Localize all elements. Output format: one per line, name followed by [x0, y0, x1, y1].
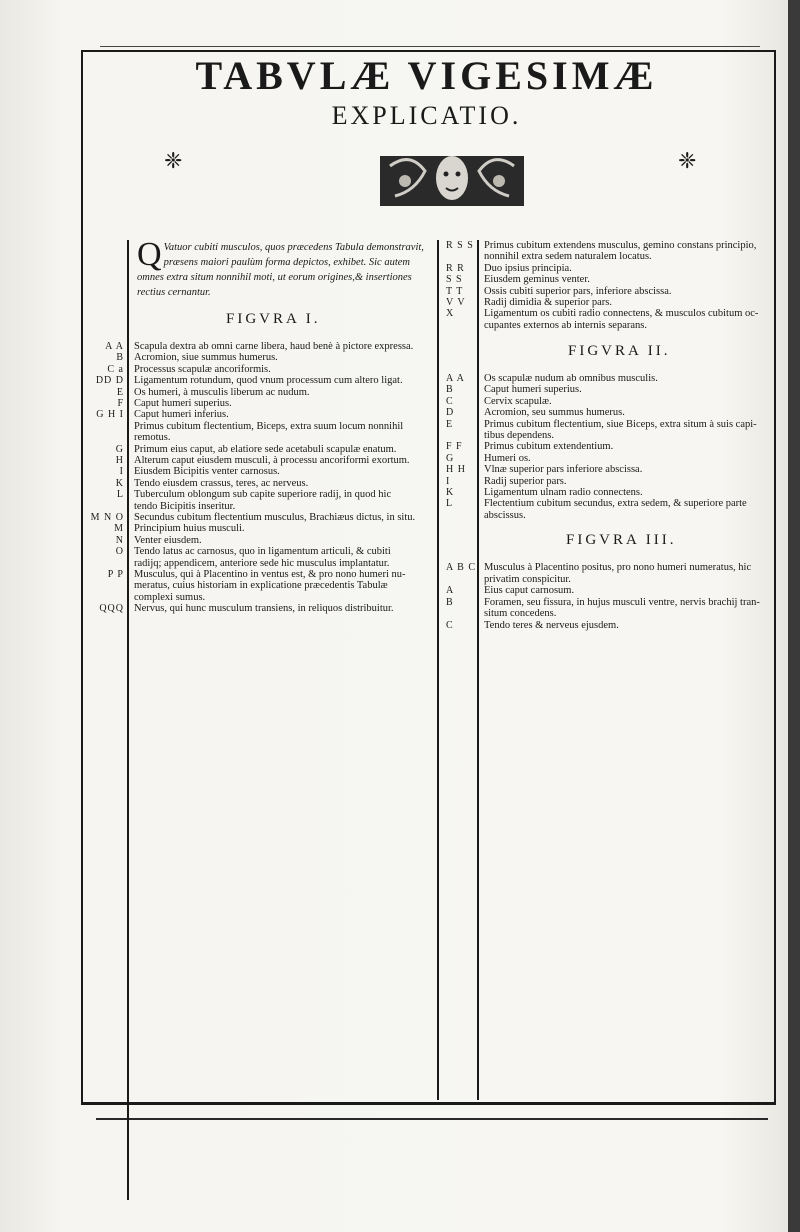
- center-rule-a: [437, 240, 439, 1100]
- entry-text: Primum eius caput, ab elatiore sede acetabuli scapulæ enatum.: [134, 443, 397, 455]
- fleuron-icon-right: ❈: [678, 148, 697, 173]
- entry-text: Ligamentum ulnam radio connectens.: [484, 487, 643, 498]
- entry-text: privatim conspicitur.: [484, 573, 571, 585]
- entry-text: Alterum caput eiusdem musculi, à processu ancoriformi exortum.: [134, 455, 410, 466]
- figure-1-heading: FIGVRA I.: [226, 311, 321, 327]
- entry-label: C: [446, 619, 454, 631]
- entry-label: X: [446, 308, 455, 320]
- entry-text: Cervix scapulæ.: [484, 395, 552, 407]
- entry-label: R S S: [446, 240, 474, 251]
- entry-text: Vlnæ superior pars inferiore abscissa.: [484, 464, 643, 476]
- entry-label: E: [446, 418, 454, 430]
- entry-text: nonnihil extra sedem naturalem locatus.: [484, 251, 652, 263]
- entry-text: Ossis cubiti superior pars, inferiore abscissa.: [484, 285, 672, 297]
- entry-label: A A: [446, 373, 465, 384]
- entry-text: Eius caput carnosum.: [484, 585, 575, 596]
- entry-label: L: [116, 489, 124, 501]
- center-rule-b: [477, 240, 479, 1100]
- entry-text: Radij superior pars.: [484, 475, 567, 487]
- intro-paragraph: [137, 236, 432, 300]
- entry-label: B: [446, 596, 454, 608]
- entry-text: Primus cubitum extendens musculus, gemino constans principio,: [484, 240, 757, 251]
- entry-label: K: [115, 477, 124, 489]
- entry-label: N: [115, 534, 124, 546]
- entry-label: F: [117, 398, 124, 409]
- entry-text: Os scapulæ nudum ab omnibus musculis.: [484, 373, 658, 384]
- entry-text: Principium huius musculi.: [134, 523, 245, 535]
- entry-text: Duo ipsius principia.: [484, 262, 572, 274]
- entry-text: Scapula dextra ab omni carne libera, haud benè à pictore expressa.: [134, 341, 414, 352]
- entry-text: Caput humeri inferius.: [134, 409, 229, 421]
- entry-label: K: [446, 487, 455, 498]
- entry-text: complexi sumus.: [134, 591, 206, 603]
- entry-text: Tuberculum oblongum sub capite superiore radij, in quod hic: [134, 489, 392, 501]
- entry-text: tendo Bicipitis inseritur.: [134, 500, 236, 512]
- ornament-vignette-icon: [380, 146, 524, 216]
- entry-text: Musculus à Placentino positus, pro nono humeri numeratus, hic: [484, 562, 752, 573]
- entry-text: Venter eiusdem.: [134, 534, 202, 546]
- page-edge: [788, 0, 800, 1232]
- entry-label: D: [446, 407, 455, 419]
- entry-text: abscissus.: [484, 509, 526, 521]
- entry-text: Primus cubitum flectentium, Biceps, extra suum locum nonnihil: [134, 420, 404, 432]
- entry-label: R R: [446, 262, 465, 274]
- entry-label: A A: [105, 341, 124, 352]
- entry-text: Ligamentum os cubiti radio connectens, & musculos cubitum oc-: [484, 308, 759, 320]
- page-title: TABVLÆ VIGESIMÆ: [195, 53, 658, 98]
- entry-label: V V: [446, 297, 466, 308]
- figure-2-heading: FIGVRA II.: [568, 343, 671, 359]
- entry-label: M N O: [90, 512, 124, 523]
- entry-label: H H: [446, 464, 466, 476]
- bottom-rule: [96, 1118, 768, 1120]
- entry-text: meratus, cuius historiam in explicatione præcedentis Tabulæ: [134, 580, 388, 592]
- entry-text: Radij dimidia & superior pars.: [484, 297, 613, 308]
- entry-label: M: [114, 523, 124, 535]
- entry-label: A B C: [446, 562, 477, 573]
- entry-text: Os humeri, à musculis liberum ac nudum.: [134, 386, 310, 398]
- entry-text: Secundus cubitum flectentium musculus, Brachiæus dictus, in situ.: [134, 512, 416, 523]
- entry-text: tibus dependens.: [484, 430, 554, 441]
- entry-text: Acromion, seu summus humerus.: [484, 407, 625, 419]
- entry-label: A: [446, 585, 455, 596]
- faint-rule: [100, 46, 760, 47]
- entry-text: Ligamentum rotundum, quod vnum processum cum altero ligat.: [134, 375, 403, 387]
- figure-3-heading: FIGVRA III.: [566, 532, 677, 548]
- entry-label: S S: [446, 274, 463, 286]
- entry-label: P P: [107, 569, 124, 580]
- entry-label: F F: [446, 441, 463, 453]
- entry-label: E: [116, 386, 124, 398]
- entry-text: Primus cubitum extendentium.: [484, 441, 614, 453]
- entry-text: cupantes externos ab internis separans.: [484, 319, 647, 331]
- entry-text: Musculus, qui à Placentino in ventus est, & pro nono humeri nu-: [134, 569, 406, 580]
- drop-cap: Q: [137, 236, 162, 273]
- entry-text: radijq; appendicem, anteriore sede hic musculus implantatur.: [134, 557, 390, 569]
- entry-text: Foramen, seu fissura, in hujus musculi ventre, nervis brachij tran-: [484, 596, 760, 608]
- entry-text: Eiusdem geminus venter.: [484, 274, 590, 286]
- entry-text: situm concedens.: [484, 608, 557, 619]
- left-label-rule: [127, 240, 129, 1200]
- entry-label: I: [119, 466, 124, 478]
- entry-label: H: [115, 455, 124, 466]
- entry-text: Tendo eiusdem crassus, teres, ac nerveus.: [134, 477, 309, 489]
- entry-label: I: [446, 475, 451, 487]
- entry-label: T T: [446, 285, 464, 297]
- entry-label: G: [446, 452, 455, 464]
- entry-label: QQQ: [99, 603, 124, 615]
- entry-text: Nervus, qui hunc musculum transiens, in reliquos distribuitur.: [134, 603, 394, 615]
- entry-label: O: [115, 546, 124, 558]
- entry-text: Caput humeri superius.: [484, 384, 582, 396]
- entry-text: Flectentium cubitum secundus, extra sedem, & superiore parte: [484, 498, 747, 510]
- entry-text: Acromion, siue summus humerus.: [134, 352, 278, 364]
- entry-label: B: [446, 384, 454, 396]
- page-subtitle: EXPLICATIO.: [331, 101, 522, 130]
- entry-label: G H I: [96, 409, 124, 421]
- entry-text: Tendo teres & nerveus ejusdem.: [484, 619, 619, 631]
- entry-text: Processus scapulæ ancoriformis.: [134, 363, 271, 375]
- entry-label: C a: [107, 363, 124, 375]
- entry-label: G: [115, 443, 124, 455]
- entry-label: B: [116, 352, 124, 364]
- entry-text: Primus cubitum flectentium, siue Biceps, extra situm à suis capi-: [484, 418, 757, 430]
- entry-label: C: [446, 395, 454, 407]
- intro-text: Vatuor cubiti musculos, quos præcedens Tabula demonstravit, præsens maiori paulùm forma depictos, exhibet. Sic autem omnes extra situm nonnihil moti, ut eorum origines,& insertiones rectius cernantur.: [137, 242, 424, 298]
- entry-text: remotus.: [134, 432, 171, 444]
- entry-text: Tendo latus ac carnosus, quo in ligamentum articuli, & cubiti: [134, 546, 391, 558]
- entry-text: Eiusdem Bicipitis venter carnosus.: [134, 466, 280, 478]
- fleuron-icon-left: ❈: [164, 148, 183, 173]
- entry-text: Caput humeri superius.: [134, 398, 232, 409]
- entry-label: L: [446, 498, 454, 510]
- entry-label: DD D: [95, 375, 124, 387]
- entry-text: Humeri os.: [484, 452, 531, 464]
